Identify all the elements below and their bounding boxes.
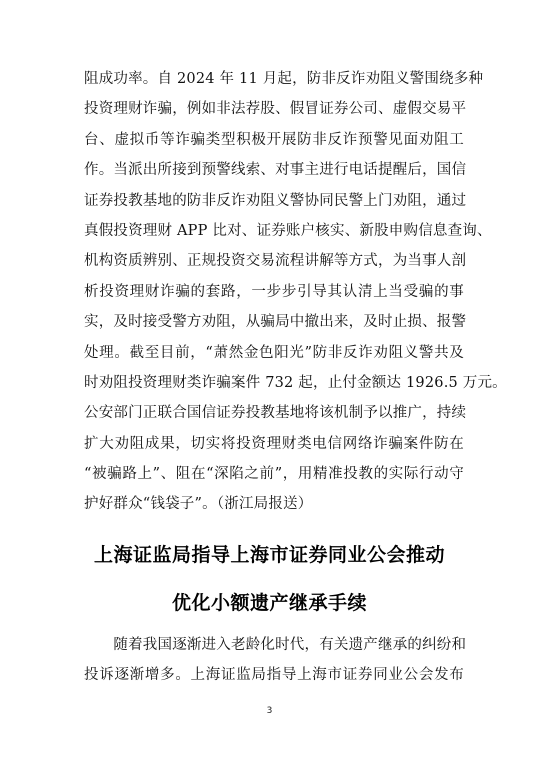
- body-paragraph-2: [84, 630, 467, 691]
- page-number: 3: [266, 706, 273, 716]
- text-line: 公安部门正联合国信证券投教基地将该机制予以推广，持续: [84, 405, 467, 422]
- text-line: 实，及时接受警方劝阻，从骗局中撤出来，及时止损、报警: [84, 314, 467, 331]
- text-line: 机构资质辨别、正规投资交易流程讲解等方式，为当事人剖: [84, 253, 467, 270]
- text-line: 作。当派出所接到预警线索、对事主进行电话提醒后，国信: [84, 162, 467, 179]
- text-line: 真假投资理财 APP 比对、证券账户核实、新股申购信息查询、: [84, 222, 492, 239]
- section-headline-line-2: 优化小额遗产继承手续: [171, 592, 367, 614]
- section-headline-line-1: 上海证监局指导上海市证券同业公会推动: [93, 544, 445, 566]
- text-line: “被骗路上”、阻在“深陷之前”，用精准投教的实际行动守: [84, 466, 464, 483]
- text-line: 析投资理财诈骗的套路，一步步引导其认清上当受骗的事: [84, 283, 464, 300]
- text-line: 随着我国逐渐进入老龄化时代，有关遗产继承的纠纷和: [84, 637, 467, 653]
- text-line: 投诉逐渐增多。上海证监局指导上海市证券同业公会发布: [84, 667, 464, 684]
- text-line: 时劝阻投资理财类诈骗案件 732 起，止付金额达 1926.5 万元。: [84, 374, 507, 391]
- text-line: 扩大劝阻成果，切实将投资理财类电信网络诈骗案件防在: [84, 435, 464, 452]
- text-line: 台、虚拟币等诈骗类型积极开展防非反诈预警见面劝阻工: [84, 131, 464, 148]
- text-line: 投资理财诈骗，例如非法荐股、假冒证券公司、虚假交易平: [84, 101, 467, 118]
- text-line: 处理。截至目前，“萧然金色阳光”防非反诈劝阻义警共及: [84, 344, 464, 361]
- text-line: 护好群众“钱袋子”。（浙江局报送）: [84, 496, 313, 513]
- text-line: 阻成功率。自 2024 年 11 月起，防非反诈劝阻义警围绕多种: [84, 71, 484, 87]
- text-line: 证券投教基地的防非反诈劝阻义警协同民警上门劝阻，通过: [84, 192, 467, 209]
- body-paragraph-1: [84, 64, 507, 520]
